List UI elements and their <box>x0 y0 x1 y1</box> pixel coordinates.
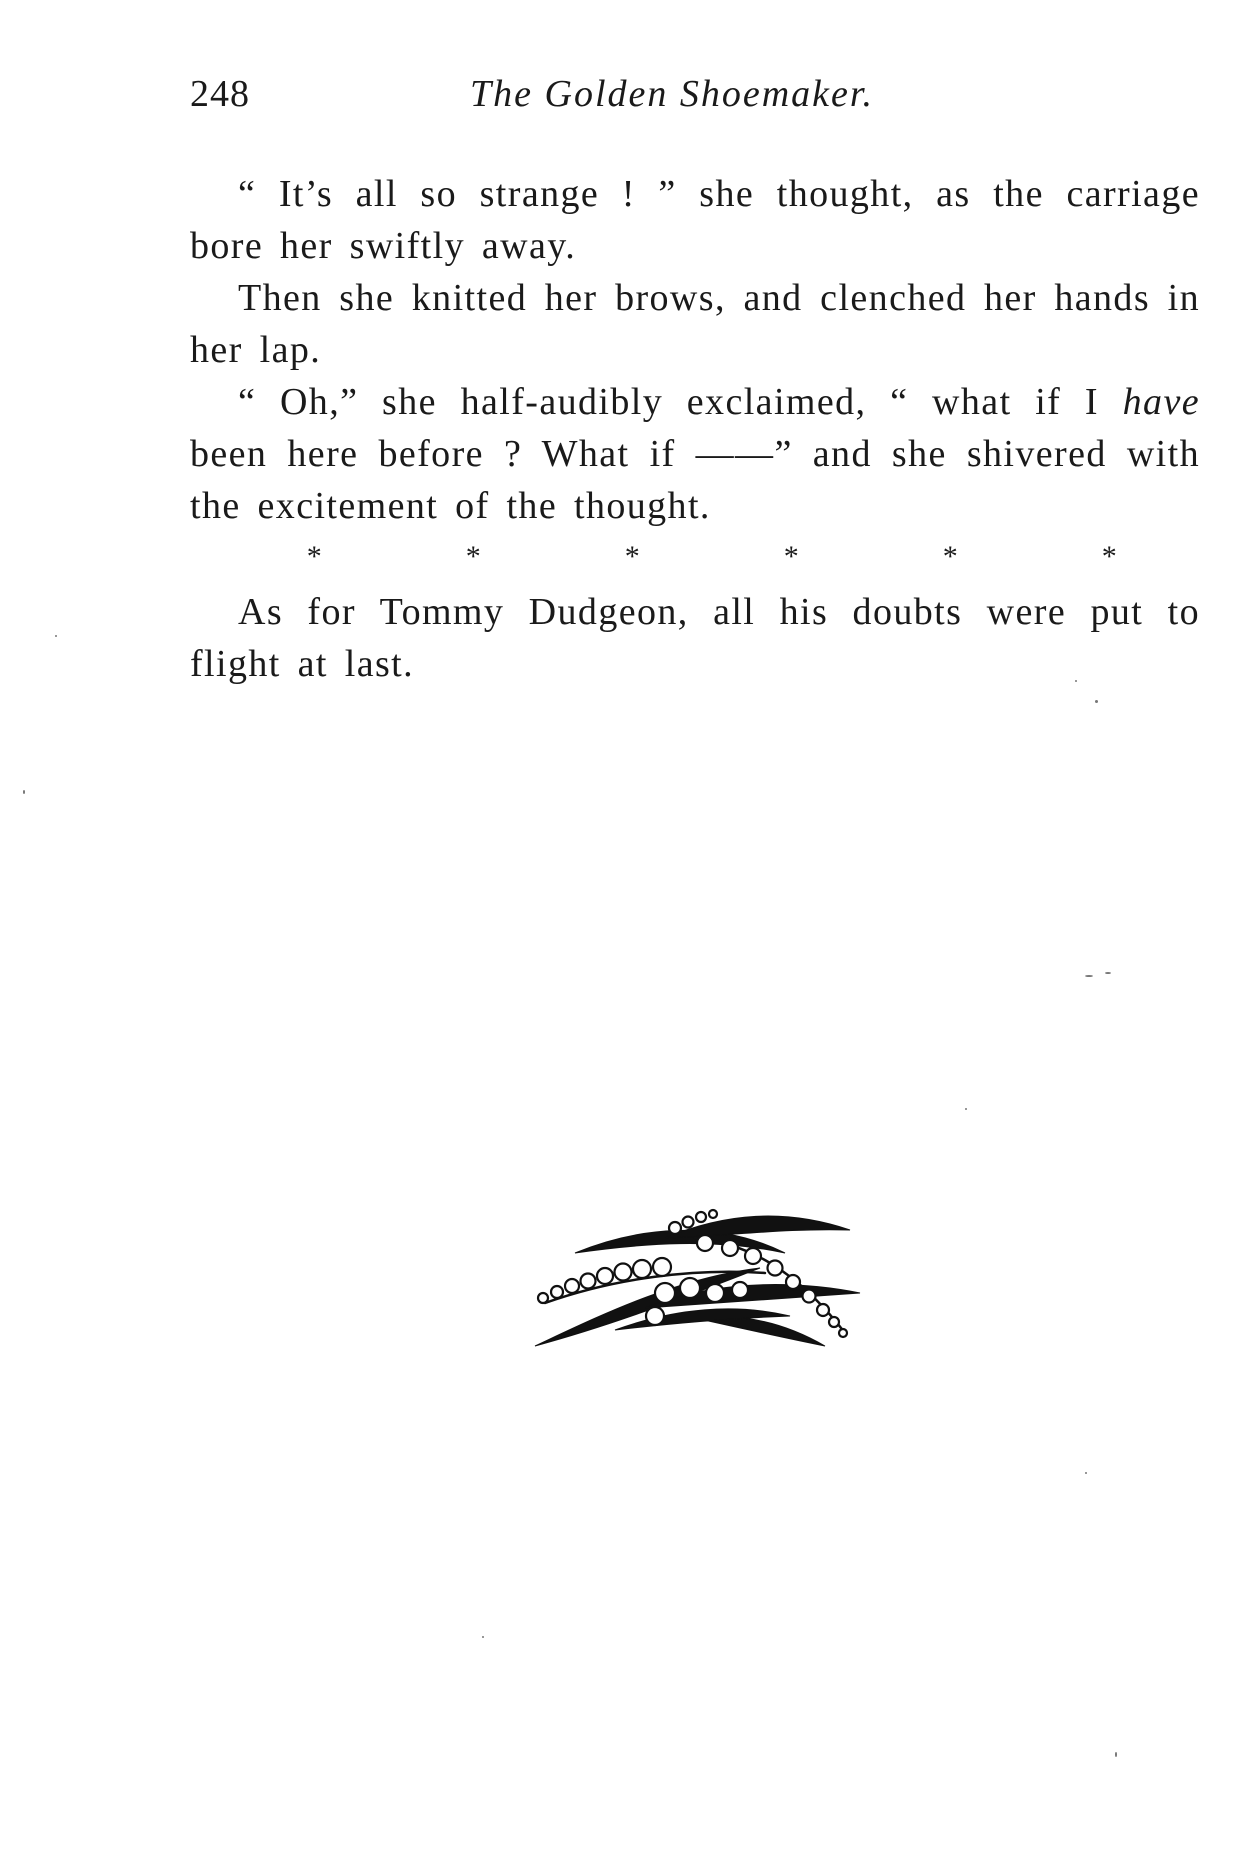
paragraph-text: been here before ? What if ——” and she shivered with the excitement of the thought. <box>190 433 1200 527</box>
asterisk-icon: * <box>306 540 324 573</box>
paper-speck <box>1115 1752 1117 1757</box>
paragraph: As for Tommy Dudgeon, all his doubts were put to flight at last. <box>190 591 1200 685</box>
paragraph-text: “ Oh,” she half-audibly exclaimed, “ what if I <box>238 381 1123 423</box>
paper-speck <box>1095 700 1098 703</box>
paper-speck <box>965 1108 967 1110</box>
paper-speck <box>55 635 57 637</box>
paper-speck <box>1085 975 1093 977</box>
paragraph: Then she knitted her brows, and clenched her hands in her lap. <box>190 277 1200 371</box>
asterisk-icon: * <box>942 540 960 573</box>
asterisk-icon: * <box>783 540 801 573</box>
paragraph <box>190 376 1200 532</box>
page-header <box>190 72 1200 132</box>
page-number: 248 <box>190 73 250 115</box>
asterisk-icon: * <box>1101 540 1119 573</box>
paper-speck <box>482 1636 484 1638</box>
asterisk-icon: * <box>465 540 483 573</box>
paper-speck <box>1075 680 1077 682</box>
asterisk-icon: * <box>624 540 642 573</box>
paragraph: “ It’s all so strange ! ” she thought, as the carriage bore her swiftly away. <box>190 173 1200 267</box>
paper-speck <box>1105 972 1111 974</box>
paper-speck <box>1085 1472 1087 1474</box>
emphasized-word: have <box>1122 381 1200 423</box>
body-text <box>190 168 1200 690</box>
section-break <box>190 532 1200 586</box>
running-title: The Golden Shoemaker. <box>470 73 874 115</box>
lily-of-the-valley-vignette-icon <box>525 1198 865 1348</box>
paper-speck <box>23 790 25 794</box>
